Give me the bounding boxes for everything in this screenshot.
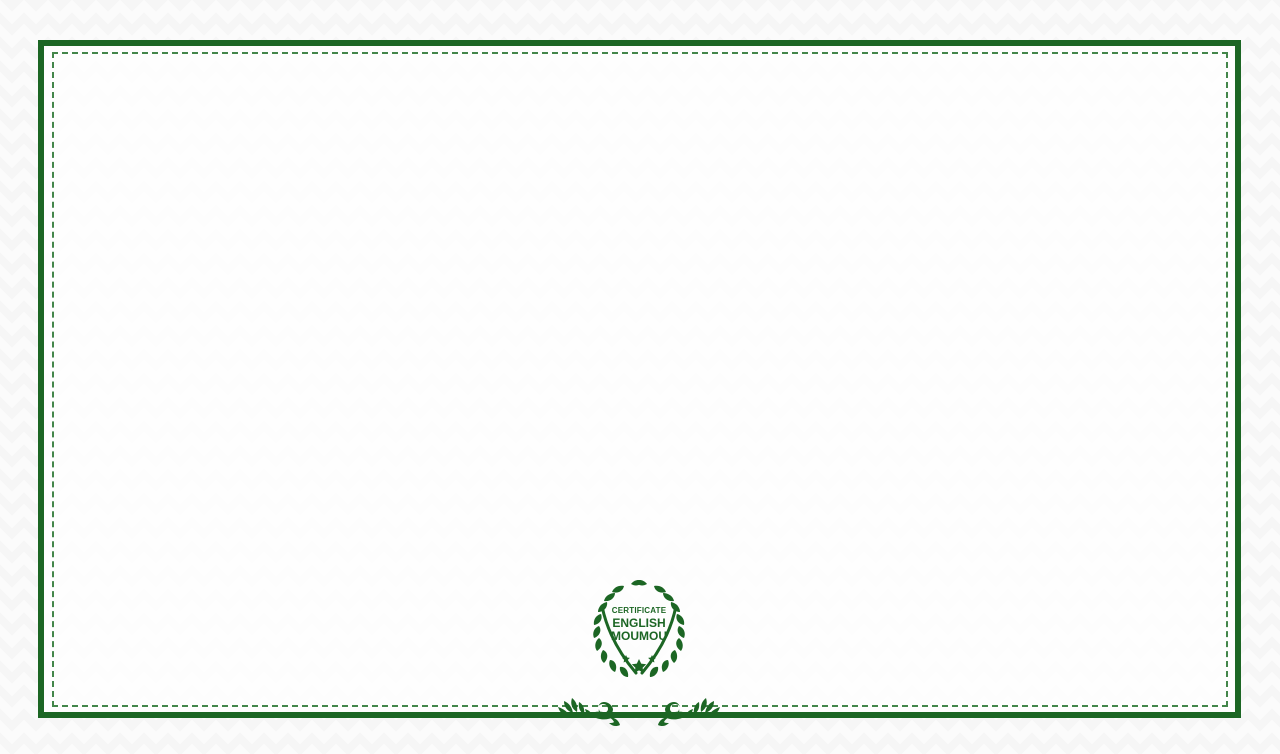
seal-english-label: ENGLISH bbox=[612, 616, 666, 630]
seal-certificate-label: CERTIFICATE bbox=[611, 606, 667, 615]
left-flourish-ornament bbox=[548, 690, 622, 732]
seal-moumou-label: MOUMOU bbox=[611, 629, 667, 643]
left-flourish-icon bbox=[548, 690, 622, 732]
right-flourish-ornament bbox=[656, 690, 730, 732]
right-flourish-icon bbox=[656, 690, 730, 732]
certificate-seal bbox=[584, 576, 694, 682]
